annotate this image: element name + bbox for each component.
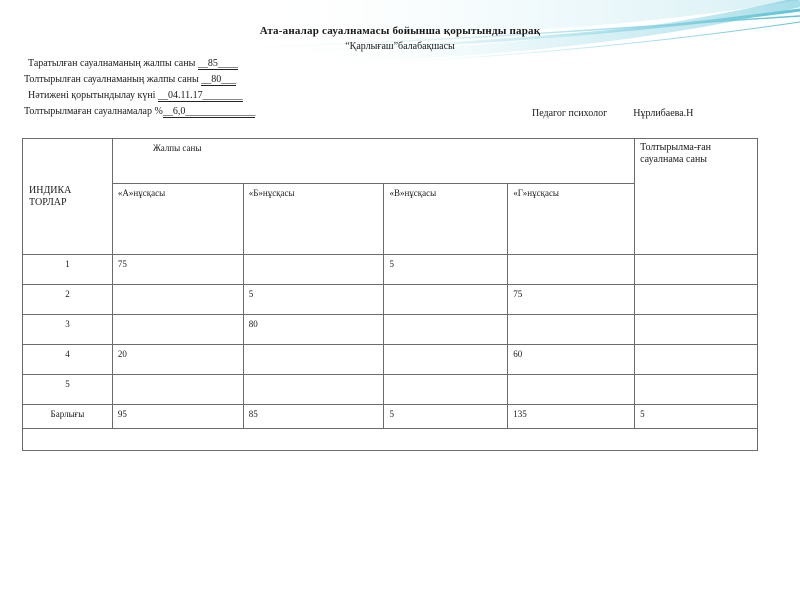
empty-footer-cell	[23, 429, 758, 451]
cell-a	[112, 285, 243, 315]
header-option-v: «В»нұсқасы	[384, 184, 508, 255]
header-option-g: «Г»нұсқасы	[508, 184, 635, 255]
kindergarten-name: “Қарлығаш”балабақшасы	[345, 41, 455, 52]
total-a: 95	[112, 405, 243, 429]
empty-footer-row	[23, 429, 758, 451]
cell-v	[384, 285, 508, 315]
cell-b	[243, 345, 384, 375]
cell-v	[384, 315, 508, 345]
psychologist-name: Нұрлибаева.Н	[633, 108, 694, 119]
cell-b: 5	[243, 285, 384, 315]
date-value: __04.11.17________	[157, 90, 243, 101]
distributed-value: __85____	[197, 58, 238, 69]
cell-g	[508, 375, 635, 405]
table-row	[23, 345, 758, 375]
cell-g	[508, 315, 635, 345]
total-row	[23, 405, 758, 429]
row-label: 3	[23, 315, 113, 345]
cell-unfilled	[635, 315, 758, 345]
document-title: Ата-аналар сауалнамасы бойынша қорытынды парақ	[259, 25, 541, 37]
total-g: 135	[508, 405, 635, 429]
cell-unfilled	[635, 285, 758, 315]
distributed-label: Таратылған сауалнаманың жалпы саны	[28, 58, 196, 69]
header-total: Жалпы саны	[112, 139, 634, 184]
date-line	[28, 90, 243, 102]
cell-a: 75	[112, 255, 243, 285]
cell-g: 60	[508, 345, 635, 375]
cell-a: 20	[112, 345, 243, 375]
cell-b: 80	[243, 315, 384, 345]
date-label: Нәтижені қорытындылау күні	[28, 90, 156, 101]
row-label: 5	[23, 375, 113, 405]
filled-line	[24, 74, 236, 86]
unfilled-line	[24, 106, 255, 118]
header-option-b: «Б»нұсқасы	[243, 184, 384, 255]
cell-v: 5	[384, 255, 508, 285]
psychologist-role: Педагог психолог	[532, 108, 608, 119]
cell-g: 75	[508, 285, 635, 315]
total-v: 5	[384, 405, 508, 429]
cell-a	[112, 375, 243, 405]
filled-value: __80___	[201, 74, 237, 85]
cell-v	[384, 375, 508, 405]
cell-a	[112, 315, 243, 345]
cell-v	[384, 345, 508, 375]
table-row	[23, 315, 758, 345]
table-row	[23, 375, 758, 405]
filled-label: Толтырылған сауалнаманың жалпы саны	[24, 74, 199, 85]
cell-unfilled	[635, 375, 758, 405]
total-unfilled: 5	[635, 405, 758, 429]
total-label: Барлығы	[23, 405, 113, 429]
unfilled-label: Толтырылмаған сауалнамалар %	[24, 106, 163, 117]
cell-unfilled	[635, 255, 758, 285]
psychologist-signature	[532, 108, 693, 119]
total-b: 85	[243, 405, 384, 429]
table-row	[23, 255, 758, 285]
row-label: 2	[23, 285, 113, 315]
header-unfilled: Толтырылма-ған сауалнама саны	[635, 139, 758, 255]
row-label: 4	[23, 345, 113, 375]
header-option-a: «А»нұсқасы	[112, 184, 243, 255]
cell-b	[243, 255, 384, 285]
distributed-line	[28, 58, 238, 70]
cell-b	[243, 375, 384, 405]
cell-unfilled	[635, 345, 758, 375]
unfilled-value: __6,0______________	[162, 106, 256, 117]
survey-table	[22, 138, 758, 451]
header-indicators: ИНДИКА ТОРЛАР	[23, 139, 113, 255]
table-row	[23, 285, 758, 315]
cell-g	[508, 255, 635, 285]
row-label: 1	[23, 255, 113, 285]
